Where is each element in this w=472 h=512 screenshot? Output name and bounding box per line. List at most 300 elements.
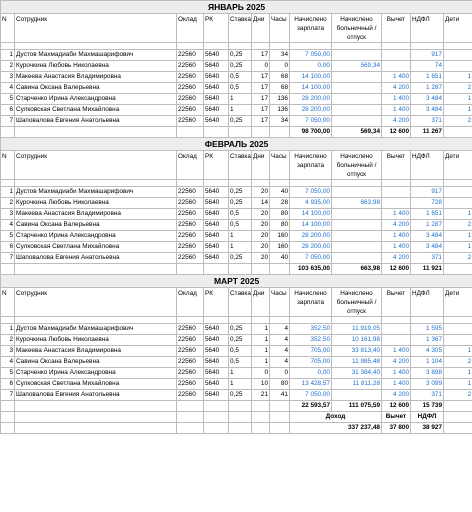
empty-cell[interactable] [229,423,252,434]
deduction-cell[interactable]: 4 200 [382,253,411,264]
empty-cell[interactable] [177,127,204,138]
employee-name[interactable]: Курочкина Любовь Николаевна [15,61,177,72]
row-number[interactable]: 5 [1,368,15,379]
days-cell[interactable]: 20 [252,220,270,231]
empty-cell[interactable] [252,264,270,275]
days-cell[interactable]: 1 [252,346,270,357]
total-accrued[interactable]: 98 700,00 [290,127,332,138]
col-header-sick[interactable]: Начислено больничный /отпуск [332,288,382,317]
rk-cell[interactable]: 5640 [204,242,229,253]
accrued-cell[interactable]: 352,50 [290,324,332,335]
row-number[interactable]: 5 [1,231,15,242]
col-header-sick[interactable]: Начислено больничный /отпуск [332,14,382,43]
col-header-days[interactable]: Дни [252,288,270,317]
days-cell[interactable]: 0 [252,368,270,379]
empty-cell[interactable] [177,412,204,423]
employee-name[interactable]: Дустов Махмадиаби Махмашарифович [15,187,177,198]
empty-cell[interactable] [444,180,472,187]
rk-cell[interactable]: 5640 [204,379,229,390]
ndfl-cell[interactable]: 3 484 [411,231,444,242]
employee-name[interactable]: Сулковская Светлана Михайловна [15,242,177,253]
empty-cell[interactable] [382,317,411,324]
rate-cell[interactable]: 1 [229,105,252,116]
col-header-n[interactable]: N [1,14,15,43]
col-header-salary[interactable]: Оклад [177,288,204,317]
employee-name[interactable]: Макеева Анастасия Владимировна [15,346,177,357]
children-cell[interactable]: 2 [444,253,472,264]
salary-cell[interactable]: 22560 [177,187,204,198]
rate-cell[interactable]: 1 [229,242,252,253]
row-number[interactable]: 3 [1,72,15,83]
total-sick[interactable]: 111 075,59 [332,401,382,412]
ndfl-cell[interactable]: 917 [411,187,444,198]
empty-cell[interactable] [177,264,204,275]
col-header-rate[interactable]: Ставка [229,151,252,180]
col-header-employee[interactable]: Сотрудник [15,288,177,317]
row-number[interactable]: 2 [1,61,15,72]
rk-cell[interactable]: 5640 [204,187,229,198]
rk-cell[interactable]: 5640 [204,209,229,220]
sick-cell[interactable]: 31 384,40 [332,368,382,379]
col-header-ndfl[interactable]: НДФЛ [411,288,444,317]
empty-cell[interactable] [177,401,204,412]
employee-name[interactable]: Старченко Ирина Александровна [15,368,177,379]
rate-cell[interactable]: 0,25 [229,116,252,127]
rate-cell[interactable]: 0,25 [229,390,252,401]
hours-cell[interactable]: 34 [270,116,290,127]
hours-cell[interactable]: 160 [270,231,290,242]
sick-cell[interactable]: 663,98 [332,198,382,209]
sick-cell[interactable] [332,209,382,220]
empty-cell[interactable] [290,180,332,187]
children-cell[interactable]: 2 [444,390,472,401]
children-cell[interactable]: 1 [444,368,472,379]
empty-cell[interactable] [229,180,252,187]
hours-cell[interactable]: 80 [270,379,290,390]
col-header-employee[interactable]: Сотрудник [15,14,177,43]
empty-cell[interactable] [1,401,15,412]
row-number[interactable]: 7 [1,390,15,401]
col-header-salary[interactable]: Оклад [177,14,204,43]
days-cell[interactable]: 17 [252,72,270,83]
empty-cell[interactable] [177,423,204,434]
empty-cell[interactable] [444,423,472,434]
empty-cell[interactable] [204,423,229,434]
empty-cell[interactable] [444,264,472,275]
salary-cell[interactable]: 22560 [177,231,204,242]
empty-cell[interactable] [204,127,229,138]
deduction-cell[interactable]: 1 400 [382,346,411,357]
row-number[interactable]: 4 [1,220,15,231]
col-header-hours[interactable]: Часы [270,151,290,180]
rk-cell[interactable]: 5640 [204,346,229,357]
ndfl-cell[interactable]: 371 [411,253,444,264]
sick-cell[interactable] [332,72,382,83]
children-cell[interactable]: 1 [444,379,472,390]
children-cell[interactable] [444,198,472,209]
children-cell[interactable] [444,50,472,61]
rate-cell[interactable]: 0,5 [229,209,252,220]
hours-cell[interactable]: 80 [270,209,290,220]
salary-cell[interactable]: 22560 [177,83,204,94]
ndfl-cell[interactable]: 1 367 [411,335,444,346]
empty-cell[interactable] [204,180,229,187]
ndfl-cell[interactable]: 74 [411,61,444,72]
total-sick[interactable]: 569,34 [332,127,382,138]
sick-cell[interactable]: 569,34 [332,61,382,72]
rk-cell[interactable]: 5640 [204,253,229,264]
accrued-cell[interactable]: 352,50 [290,335,332,346]
empty-cell[interactable] [270,412,290,423]
ndfl-cell[interactable]: 1 104 [411,357,444,368]
summary-ndfl-label[interactable]: НДФЛ [411,412,444,423]
employee-name[interactable]: Курочкина Любовь Николаевна [15,335,177,346]
empty-cell[interactable] [382,43,411,50]
days-cell[interactable]: 1 [252,335,270,346]
rk-cell[interactable]: 5640 [204,61,229,72]
children-cell[interactable] [444,335,472,346]
rate-cell[interactable]: 0,25 [229,198,252,209]
rk-cell[interactable]: 5640 [204,231,229,242]
total-deduction[interactable]: 12 600 [382,127,411,138]
col-header-children[interactable]: Дети [444,288,472,317]
col-header-children[interactable]: Дети [444,14,472,43]
empty-cell[interactable] [1,127,15,138]
deduction-cell[interactable]: 1 400 [382,72,411,83]
salary-cell[interactable]: 22560 [177,116,204,127]
accrued-cell[interactable]: 14 100,00 [290,220,332,231]
summary-income-label[interactable]: Доход [290,412,382,423]
sick-cell[interactable] [332,50,382,61]
accrued-cell[interactable]: 28 200,00 [290,231,332,242]
accrued-cell[interactable]: 4 935,00 [290,198,332,209]
col-header-rate[interactable]: Ставка [229,14,252,43]
col-header-days[interactable]: Дни [252,14,270,43]
row-number[interactable]: 1 [1,187,15,198]
empty-cell[interactable] [204,317,229,324]
hours-cell[interactable]: 40 [270,187,290,198]
salary-cell[interactable]: 22560 [177,94,204,105]
col-header-deduction[interactable]: Вычет [382,288,411,317]
accrued-cell[interactable]: 7 050,00 [290,390,332,401]
empty-cell[interactable] [252,317,270,324]
deduction-cell[interactable]: 4 200 [382,83,411,94]
rk-cell[interactable]: 5640 [204,116,229,127]
children-cell[interactable] [444,187,472,198]
salary-cell[interactable]: 22560 [177,253,204,264]
empty-cell[interactable] [1,317,15,324]
empty-cell[interactable] [204,401,229,412]
children-cell[interactable]: 2 [444,220,472,231]
rate-cell[interactable]: 0,5 [229,220,252,231]
deduction-cell[interactable] [382,187,411,198]
sick-cell[interactable]: 11 919,05 [332,324,382,335]
rk-cell[interactable]: 5640 [204,324,229,335]
col-header-children[interactable]: Дети [444,151,472,180]
empty-cell[interactable] [15,264,177,275]
rate-cell[interactable]: 1 [229,94,252,105]
ndfl-cell[interactable]: 1 287 [411,220,444,231]
rk-cell[interactable]: 5640 [204,105,229,116]
total-ndfl[interactable]: 11 921 [411,264,444,275]
empty-cell[interactable] [1,43,15,50]
employee-name[interactable]: Сулковская Светлана Михайловна [15,379,177,390]
children-cell[interactable]: 1 [444,72,472,83]
empty-cell[interactable] [229,43,252,50]
deduction-cell[interactable]: 1 400 [382,94,411,105]
total-sick[interactable]: 663,98 [332,264,382,275]
accrued-cell[interactable]: 7 050,00 [290,253,332,264]
empty-cell[interactable] [252,180,270,187]
hours-cell[interactable]: 4 [270,324,290,335]
hours-cell[interactable]: 68 [270,83,290,94]
rate-cell[interactable]: 0,25 [229,187,252,198]
col-header-salary[interactable]: Оклад [177,151,204,180]
row-number[interactable]: 3 [1,346,15,357]
employee-name[interactable]: Шаповалова Евгения Анатольевна [15,390,177,401]
empty-cell[interactable] [15,401,177,412]
employee-name[interactable]: Савина Оксана Валерьевна [15,357,177,368]
row-number[interactable]: 4 [1,357,15,368]
employee-name[interactable]: Макеева Анастасия Владимировна [15,72,177,83]
hours-cell[interactable]: 41 [270,390,290,401]
total-ndfl[interactable]: 11 267 [411,127,444,138]
empty-cell[interactable] [177,180,204,187]
col-header-deduction[interactable]: Вычет [382,151,411,180]
empty-cell[interactable] [15,317,177,324]
col-header-rk[interactable]: РК [204,151,229,180]
rk-cell[interactable]: 5640 [204,50,229,61]
accrued-cell[interactable]: 14 100,00 [290,83,332,94]
empty-cell[interactable] [444,401,472,412]
deduction-cell[interactable] [382,198,411,209]
salary-cell[interactable]: 22560 [177,346,204,357]
employee-name[interactable]: Дустов Махмадиаби Махмашарифович [15,324,177,335]
empty-cell[interactable] [229,127,252,138]
sick-cell[interactable]: 11 985,48 [332,357,382,368]
empty-cell[interactable] [411,317,444,324]
empty-cell[interactable] [229,401,252,412]
sick-cell[interactable] [332,220,382,231]
salary-cell[interactable]: 22560 [177,198,204,209]
ndfl-cell[interactable]: 3 484 [411,242,444,253]
row-number[interactable]: 3 [1,209,15,220]
hours-cell[interactable]: 0 [270,368,290,379]
empty-cell[interactable] [332,43,382,50]
ndfl-cell[interactable]: 728 [411,198,444,209]
hours-cell[interactable]: 160 [270,242,290,253]
empty-cell[interactable] [270,401,290,412]
accrued-cell[interactable]: 705,00 [290,346,332,357]
ndfl-cell[interactable]: 1 651 [411,72,444,83]
empty-cell[interactable] [270,43,290,50]
empty-cell[interactable] [229,412,252,423]
salary-cell[interactable]: 22560 [177,368,204,379]
sick-cell[interactable] [332,187,382,198]
empty-cell[interactable] [332,317,382,324]
empty-cell[interactable] [204,412,229,423]
hours-cell[interactable]: 0 [270,61,290,72]
rate-cell[interactable]: 1 [229,368,252,379]
rate-cell[interactable]: 0,25 [229,253,252,264]
children-cell[interactable]: 1 [444,105,472,116]
total-accrued[interactable]: 103 635,00 [290,264,332,275]
rk-cell[interactable]: 5640 [204,368,229,379]
empty-cell[interactable] [204,264,229,275]
employee-name[interactable]: Курочкина Любовь Николаевна [15,198,177,209]
employee-name[interactable]: Сулковская Светлана Михайловна [15,105,177,116]
children-cell[interactable]: 1 [444,242,472,253]
rate-cell[interactable]: 0,5 [229,346,252,357]
row-number[interactable]: 1 [1,324,15,335]
col-header-rate[interactable]: Ставка [229,288,252,317]
col-header-ndfl[interactable]: НДФЛ [411,151,444,180]
rate-cell[interactable]: 0,5 [229,83,252,94]
sick-cell[interactable] [332,253,382,264]
empty-cell[interactable] [290,43,332,50]
accrued-cell[interactable]: 7 050,00 [290,116,332,127]
days-cell[interactable]: 1 [252,357,270,368]
days-cell[interactable]: 20 [252,242,270,253]
days-cell[interactable]: 21 [252,390,270,401]
salary-cell[interactable]: 22560 [177,324,204,335]
col-header-accrued[interactable]: Начислено зарплата [290,14,332,43]
row-number[interactable]: 5 [1,94,15,105]
rate-cell[interactable]: 0,25 [229,61,252,72]
ndfl-cell[interactable]: 3 484 [411,105,444,116]
salary-cell[interactable]: 22560 [177,105,204,116]
salary-cell[interactable]: 22560 [177,50,204,61]
hours-cell[interactable]: 136 [270,105,290,116]
col-header-days[interactable]: Дни [252,151,270,180]
empty-cell[interactable] [290,317,332,324]
empty-cell[interactable] [270,180,290,187]
deduction-cell[interactable]: 1 400 [382,209,411,220]
children-cell[interactable]: 1 [444,231,472,242]
deduction-cell[interactable] [382,335,411,346]
employee-name[interactable]: Старченко Ирина Александровна [15,94,177,105]
col-header-ndfl[interactable]: НДФЛ [411,14,444,43]
rate-cell[interactable]: 0,5 [229,72,252,83]
ndfl-cell[interactable]: 1 287 [411,83,444,94]
employee-name[interactable]: Шаповалова Евгения Анатольевна [15,253,177,264]
accrued-cell[interactable]: 13 428,57 [290,379,332,390]
col-header-sick[interactable]: Начислено больничный /отпуск [332,151,382,180]
rk-cell[interactable]: 5640 [204,220,229,231]
accrued-cell[interactable]: 0,00 [290,368,332,379]
empty-cell[interactable] [1,423,15,434]
row-number[interactable]: 4 [1,83,15,94]
empty-cell[interactable] [270,423,290,434]
days-cell[interactable]: 17 [252,83,270,94]
empty-cell[interactable] [382,180,411,187]
deduction-cell[interactable]: 4 200 [382,390,411,401]
hours-cell[interactable]: 28 [270,198,290,209]
summary-deduction-value[interactable]: 37 800 [382,423,411,434]
rate-cell[interactable]: 0,25 [229,324,252,335]
days-cell[interactable]: 1 [252,324,270,335]
ndfl-cell[interactable]: 917 [411,50,444,61]
deduction-cell[interactable]: 1 400 [382,105,411,116]
rate-cell[interactable]: 1 [229,379,252,390]
month-title[interactable]: ЯНВАРЬ 2025 [1,1,472,14]
empty-cell[interactable] [444,412,472,423]
rk-cell[interactable]: 5640 [204,390,229,401]
deduction-cell[interactable]: 1 400 [382,231,411,242]
days-cell[interactable]: 20 [252,231,270,242]
row-number[interactable]: 6 [1,379,15,390]
empty-cell[interactable] [15,180,177,187]
deduction-cell[interactable]: 4 200 [382,220,411,231]
col-header-n[interactable]: N [1,151,15,180]
summary-income-value[interactable]: 337 237,48 [290,423,382,434]
empty-cell[interactable] [229,264,252,275]
col-header-employee[interactable]: Сотрудник [15,151,177,180]
empty-cell[interactable] [444,317,472,324]
empty-cell[interactable] [1,412,15,423]
hours-cell[interactable]: 4 [270,335,290,346]
empty-cell[interactable] [229,317,252,324]
accrued-cell[interactable]: 14 100,00 [290,72,332,83]
children-cell[interactable]: 2 [444,83,472,94]
children-cell[interactable]: 1 [444,346,472,357]
empty-cell[interactable] [444,127,472,138]
accrued-cell[interactable]: 0,00 [290,61,332,72]
salary-cell[interactable]: 22560 [177,357,204,368]
empty-cell[interactable] [15,127,177,138]
empty-cell[interactable] [270,127,290,138]
empty-cell[interactable] [1,180,15,187]
accrued-cell[interactable]: 705,00 [290,357,332,368]
salary-cell[interactable]: 22560 [177,335,204,346]
ndfl-cell[interactable]: 1 651 [411,209,444,220]
accrued-cell[interactable]: 28 200,00 [290,242,332,253]
empty-cell[interactable] [252,43,270,50]
deduction-cell[interactable]: 1 400 [382,242,411,253]
sick-cell[interactable] [332,242,382,253]
row-number[interactable]: 1 [1,50,15,61]
sick-cell[interactable] [332,390,382,401]
total-deduction[interactable]: 12 600 [382,401,411,412]
ndfl-cell[interactable]: 371 [411,390,444,401]
col-header-rk[interactable]: РК [204,288,229,317]
ndfl-cell[interactable]: 3 484 [411,94,444,105]
employee-name[interactable]: Савина Оксана Валерьевна [15,83,177,94]
deduction-cell[interactable] [382,61,411,72]
salary-cell[interactable]: 22560 [177,242,204,253]
deduction-cell[interactable]: 1 400 [382,368,411,379]
empty-cell[interactable] [177,43,204,50]
accrued-cell[interactable]: 7 050,00 [290,50,332,61]
empty-cell[interactable] [252,423,270,434]
employee-name[interactable]: Макеева Анастасия Владимировна [15,209,177,220]
hours-cell[interactable]: 68 [270,72,290,83]
col-header-deduction[interactable]: Вычет [382,14,411,43]
hours-cell[interactable]: 136 [270,94,290,105]
ndfl-cell[interactable]: 1 595 [411,324,444,335]
sick-cell[interactable] [332,116,382,127]
row-number[interactable]: 2 [1,335,15,346]
hours-cell[interactable]: 80 [270,220,290,231]
children-cell[interactable] [444,324,472,335]
rk-cell[interactable]: 5640 [204,335,229,346]
deduction-cell[interactable] [382,324,411,335]
employee-name[interactable]: Дустов Махмадиаби Махмашарифович [15,50,177,61]
days-cell[interactable]: 17 [252,116,270,127]
empty-cell[interactable] [332,180,382,187]
days-cell[interactable]: 0 [252,61,270,72]
rate-cell[interactable]: 0,5 [229,357,252,368]
